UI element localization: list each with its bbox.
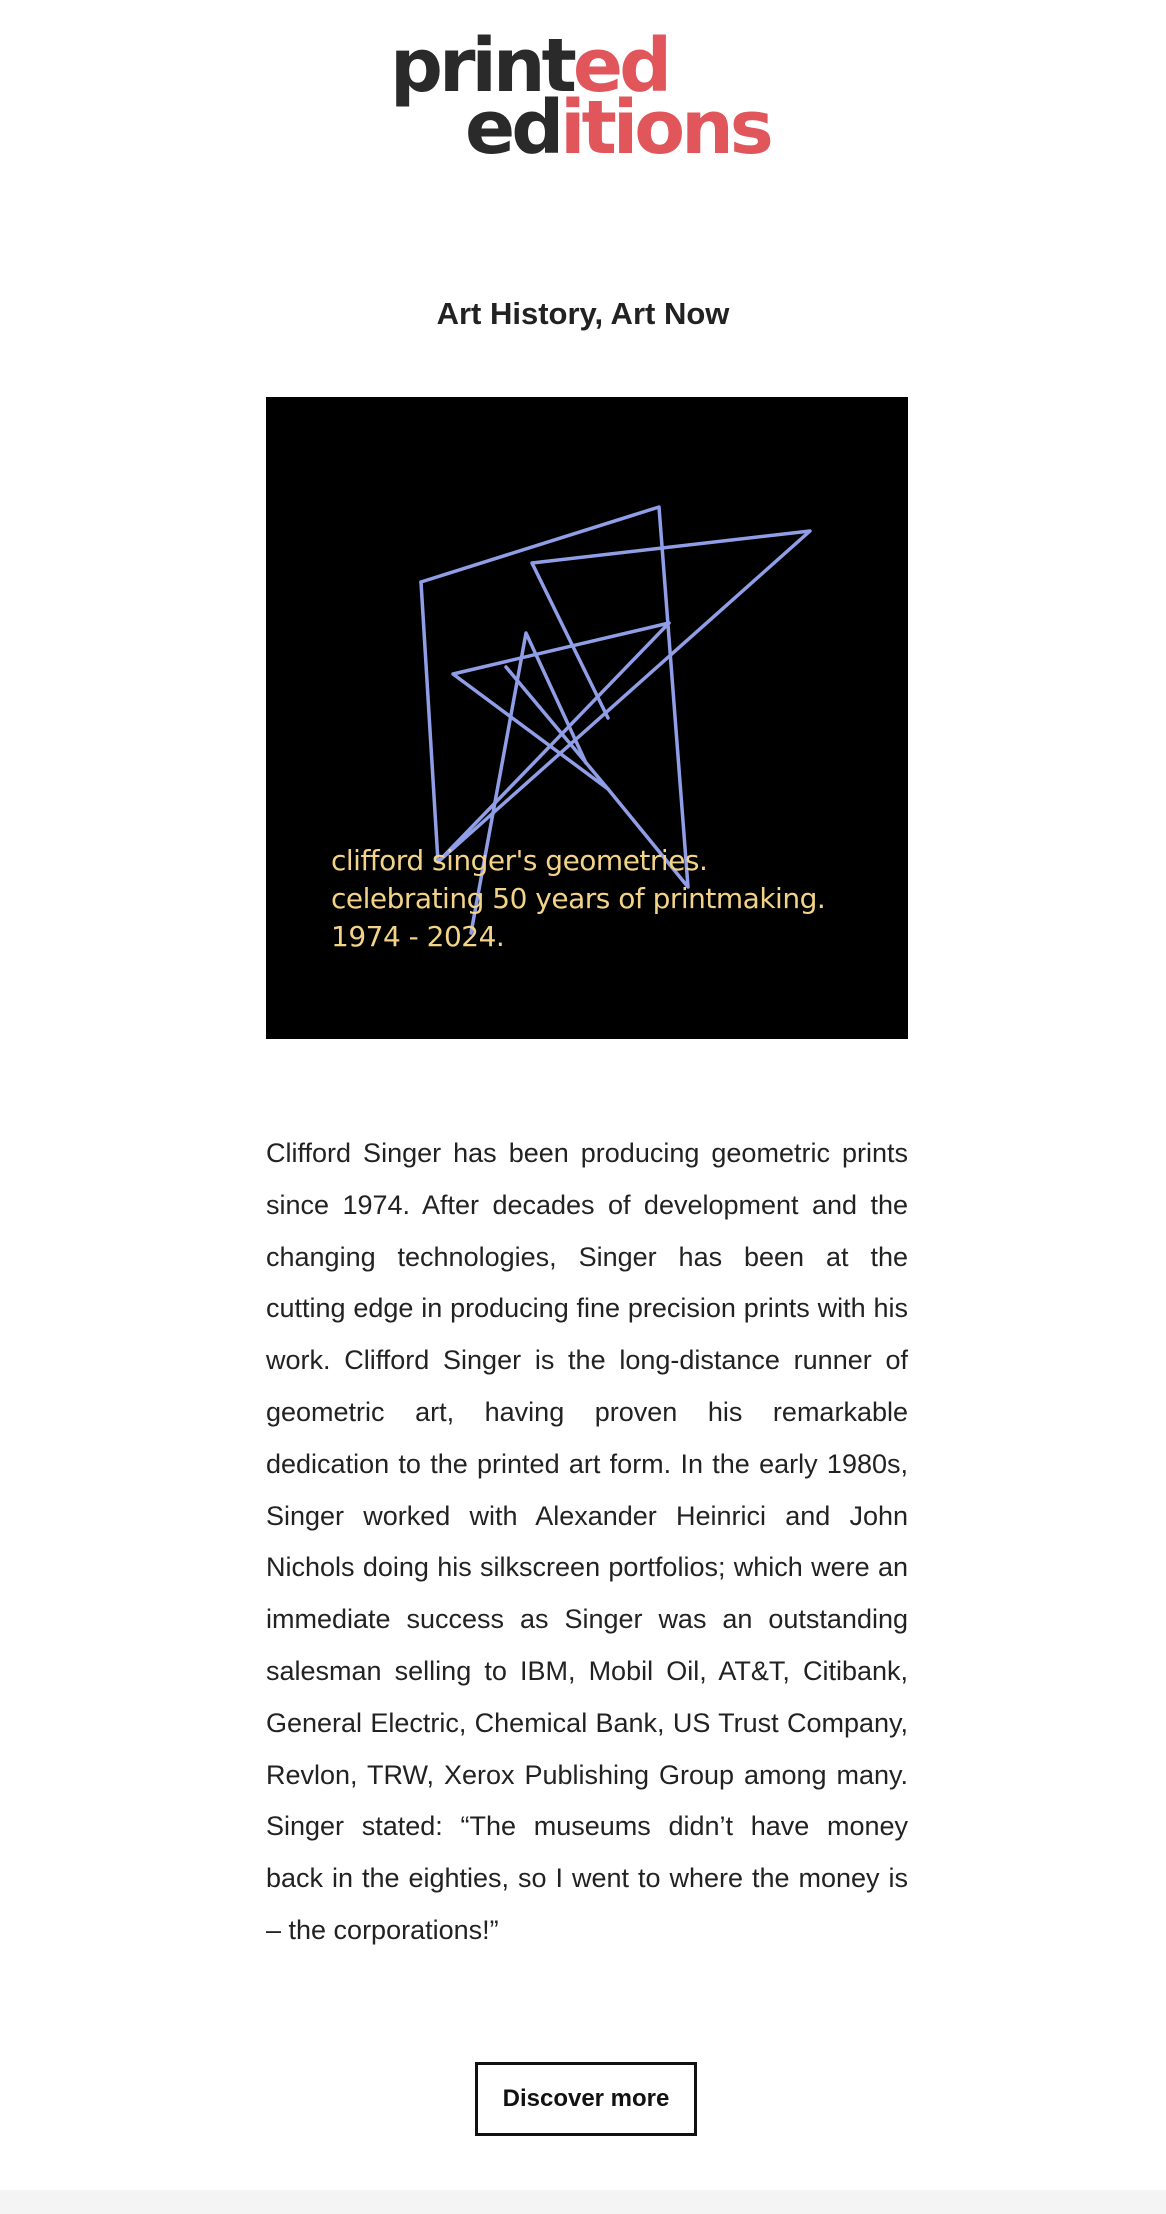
logo-text-ed-2: ed — [465, 85, 561, 171]
newsletter-headline: Art History, Art Now — [436, 296, 730, 331]
article-body-paragraph: Clifford Singer has been producing geometric prints since 1974. After decades of development and the changing technologies, Singer has been at the cutting edge in producing fine precision prints with his work. Clifford Singer is the long-distance runner of geometric art, having proven his remarkable dedication to the printed art form. In the early 1980s, Singer worked with Alexander Heinrici and John Nichols doing his silkscreen portfolios; which were an immediate success as Singer was an outstanding salesman selling to IBM, Mobil Oil, AT&T, Citibank, General Electric, Chemical Bank, US Trust Company, Revlon, TRW, Xerox Publishing Group among many. Singer stated: “The museums didn’t have money back in the eighties, so I went to where the money is – the corporations!” — [266, 1138, 908, 1945]
hero-caption-line-3: 1974 - 2024. — [331, 920, 505, 953]
hero-caption — [331, 842, 825, 956]
discover-more-button[interactable]: Discover more — [475, 2062, 697, 2136]
artwork-line-inner-triangle — [438, 623, 669, 862]
hero-artwork-image[interactable] — [266, 397, 908, 1039]
footer-band — [0, 2190, 1166, 2214]
hero-caption-line-1: clifford singer's geometries. — [331, 844, 708, 877]
artwork-line-long-triangle — [421, 531, 810, 862]
hero-caption-line-2: celebrating 50 years of printmaking. — [331, 882, 826, 915]
logo-text-ed: ed — [572, 23, 669, 109]
logo-text-print: print — [390, 23, 573, 109]
logo-text-itions: itions — [560, 85, 770, 171]
printed-editions-logo[interactable] — [390, 23, 790, 171]
logo-line-2 — [465, 85, 770, 171]
